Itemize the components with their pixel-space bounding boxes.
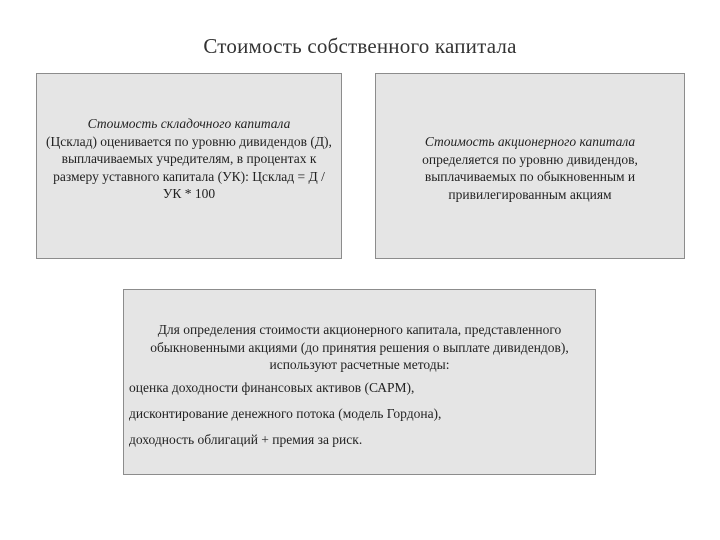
method-bond-yield-plus-premium: доходность облигаций + премия за риск.	[129, 432, 363, 447]
share-capital-cost-heading: Стоимость складочного капитала	[87, 116, 291, 131]
method-gordon-model: дисконтирование денежного потока (модель Гордона),	[129, 406, 442, 421]
equity-capital-cost-box	[375, 73, 685, 259]
equity-capital-cost-text	[386, 133, 674, 203]
share-capital-cost-body: (Цсклад) оценивается по уровню дивидендов (Д), выплачиваемых учредителям, в процентах к размеру уставного капитала (УК): Цсклад = Д / УК * 100	[46, 133, 332, 201]
method-capm: оценка доходности финансовых активов (САРМ),	[129, 380, 415, 395]
share-capital-cost-text	[43, 115, 335, 203]
calculation-methods-intro: Для определения стоимости акционерного капитала, представленного обыкновенными акциями (до принятия решения о выплате дивидендов), используют расчетные методы:	[150, 322, 569, 372]
share-capital-cost-box	[36, 73, 342, 259]
equity-capital-cost-body: определяется по уровню дивидендов, выплачиваемых по обыкновенным и привилегированным акциям	[422, 151, 638, 202]
equity-capital-cost-heading: Стоимость акционерного капитала	[424, 134, 636, 149]
calculation-methods-box	[123, 289, 596, 475]
slide-title: Стоимость собственного капитала	[203, 34, 517, 58]
